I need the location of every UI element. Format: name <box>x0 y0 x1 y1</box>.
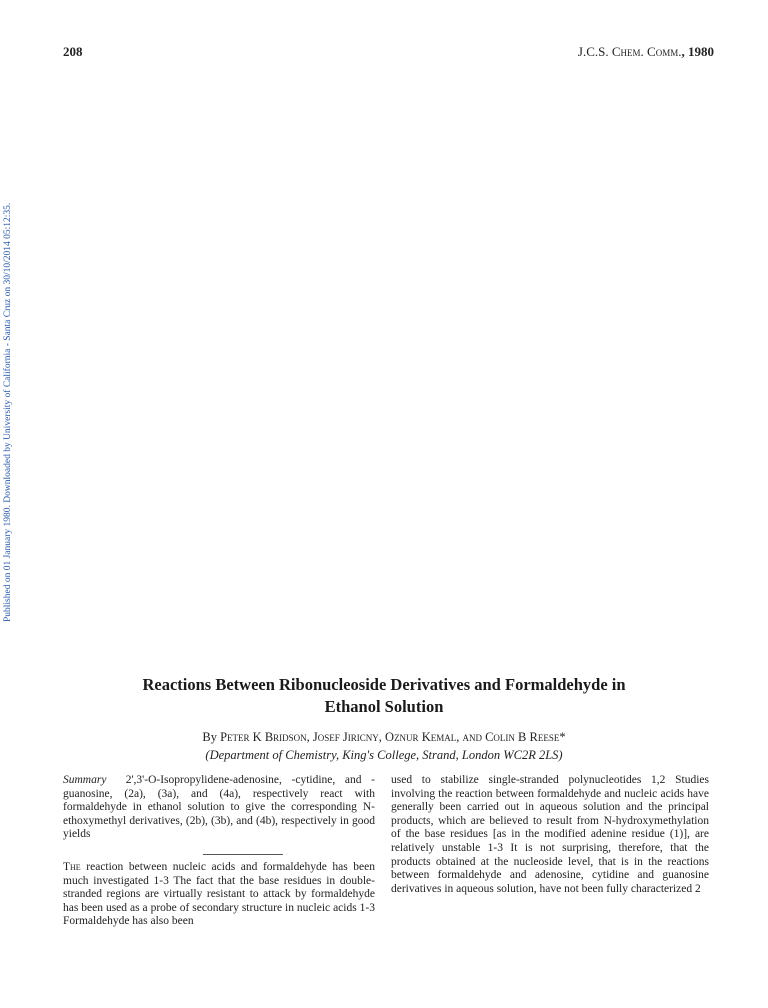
title-line-1: Reactions Between Ribonucleoside Derivatives and Formaldehyde in <box>142 675 626 694</box>
summary-paragraph <box>63 774 375 842</box>
summary-text: 2',3'-O-Isopropylidene-adenosine, -cytidine, and -guanosine, (2a), (3a), and (4a), respectively react with formaldehyde in ethanol solution to give the corresponding N-ethoxymethyl derivatives, (2b), (3b), and (4b), respectively in good yields <box>63 774 375 841</box>
byline <box>63 728 705 764</box>
summary-label: Summary <box>63 774 107 786</box>
left-column <box>63 774 375 929</box>
article-title <box>63 674 705 718</box>
page-number: 208 <box>63 44 83 59</box>
journal-year: , 1980 <box>681 44 714 59</box>
journal-name: Chem. Comm. <box>611 44 682 59</box>
by-label: By <box>202 730 221 744</box>
journal-running-head <box>578 44 714 60</box>
right-column <box>391 774 709 896</box>
body-text-right: used to stabilize single-stranded polynucleotides 1,2 Studies involving the reaction between formaldehyde and nucleic acids have generally been carried out in aqueous solution and the principal products, which are believed to result from N-hydroxymethylation of the base residues [as in the modified adenine residue (1)], are relatively unstable 1-3 It is not surprising, therefore, that the products obtained at the nucleoside level, that is in the reactions between formaldehyde and adenosine, cytidine and guanosine derivatives in aqueous solution, have not been fully characterized 2 <box>391 774 709 895</box>
authors-line <box>63 728 705 746</box>
body-paragraph-right <box>391 774 709 896</box>
title-line-2: Ethanol Solution <box>324 697 444 716</box>
journal-prefix: J.C.S. <box>577 44 612 59</box>
lead-word: The <box>63 860 81 873</box>
author-names: Peter K Bridson, Josef Jiricny, Oznur Kemal, and Colin B Reese* <box>220 730 566 744</box>
affiliation: (Department of Chemistry, King's College, Strand, London WC2R 2LS) <box>205 748 563 762</box>
body-paragraph-left <box>63 861 375 929</box>
download-notice[interactable]: Published on 01 January 1980. Downloaded by University of California - Santa Cruz on 30/10/2014 05:12:35. <box>3 202 13 622</box>
body-text-left: reaction between nucleic acids and formaldehyde has been much investigated 1-3 The fact that the base residues in double-stranded regions are virtually resistant to attack by formaldehyde has been used as a probe of secondary structure in nucleic acids 1-3 Formaldehyde has also been <box>63 860 375 928</box>
summary-separator <box>203 854 283 855</box>
